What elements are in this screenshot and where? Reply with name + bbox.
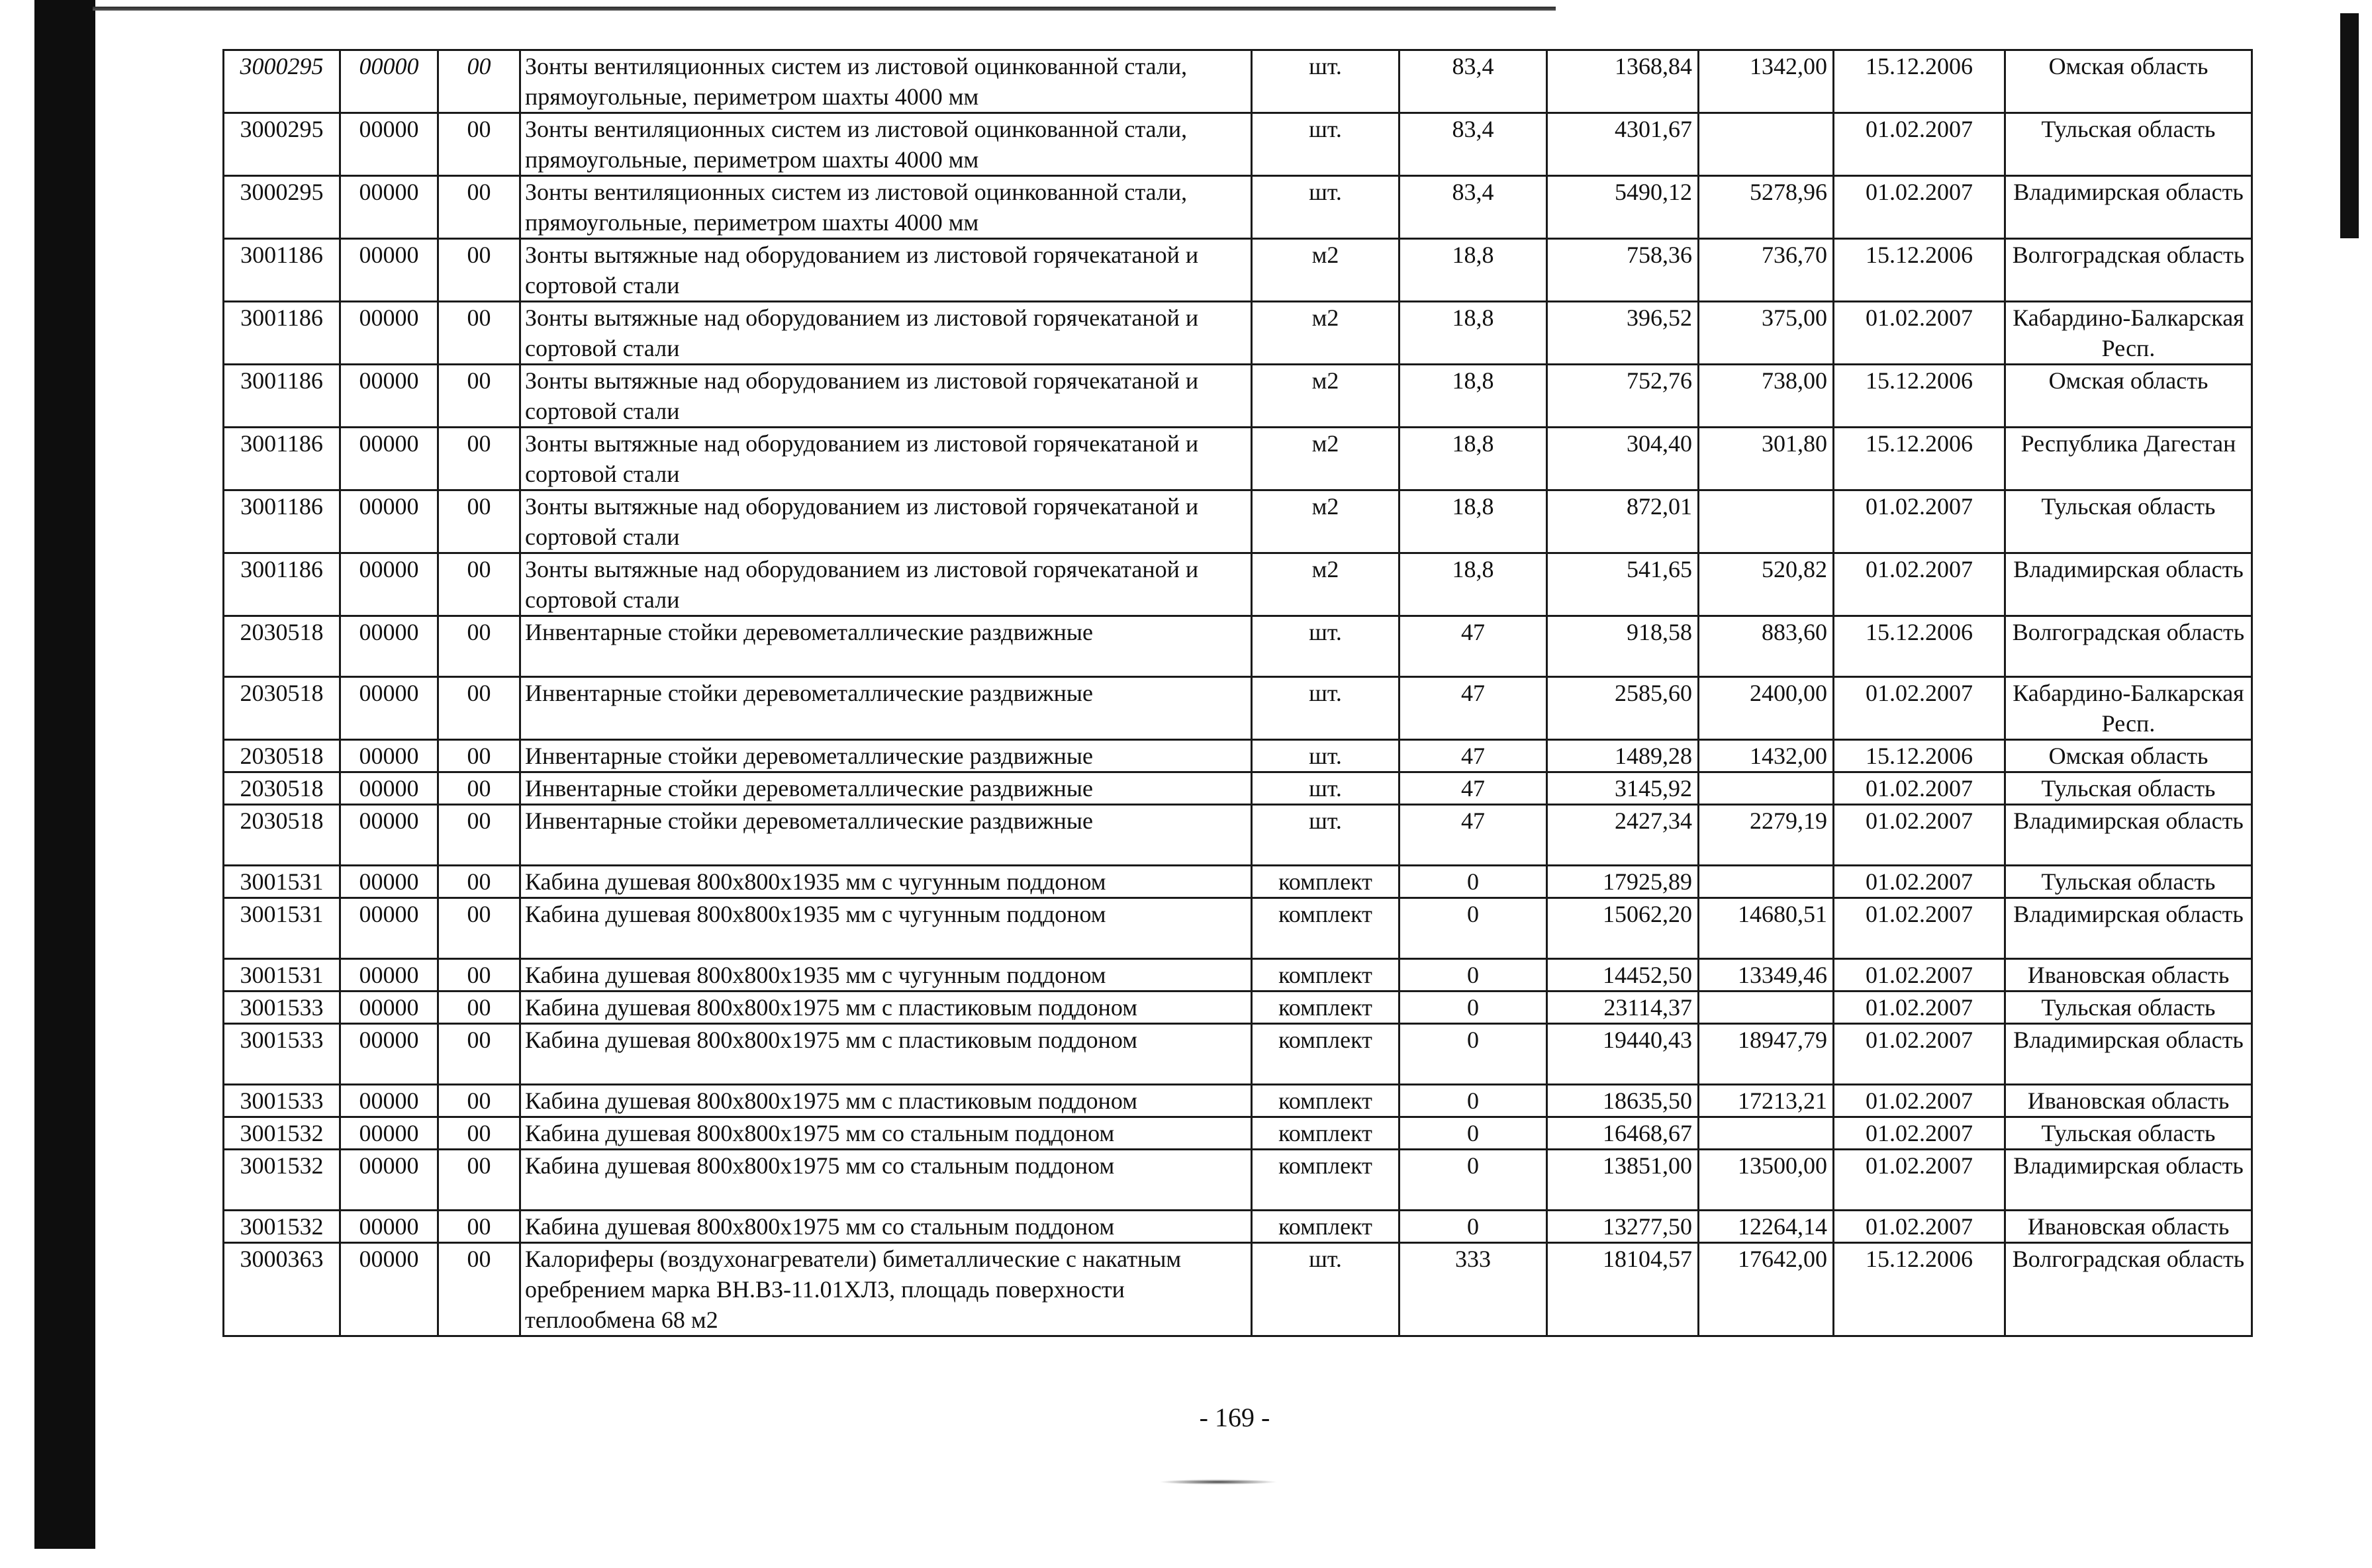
cell-unit: комплект <box>1252 1085 1399 1117</box>
cell-qty: 0 <box>1399 1117 1547 1150</box>
cell-region: Республика Дагестан <box>2005 428 2252 490</box>
cell-name: Зонты вытяжные над оборудованием из листовой горячекатаной и сортовой стали <box>520 553 1252 616</box>
cell-zero: 00 <box>438 1150 520 1211</box>
cell-qty: 0 <box>1399 1085 1547 1117</box>
cell-name: Зонты вытяжные над оборудованием из листовой горячекатаной и сортовой стали <box>520 428 1252 490</box>
cell-name: Зонты вентиляционных систем из листовой оцинкованной стали, прямоугольные, периметром шахты 4000 мм <box>520 113 1252 176</box>
cell-unit: м2 <box>1252 428 1399 490</box>
cell-qty: 18,8 <box>1399 239 1547 302</box>
cell-unit: комплект <box>1252 1117 1399 1150</box>
cell-subcode: 00000 <box>340 553 438 616</box>
cell-region: Тульская область <box>2005 1117 2252 1150</box>
cell-price2: 520,82 <box>1699 553 1834 616</box>
cell-region: Владимирская область <box>2005 1024 2252 1085</box>
cell-unit: м2 <box>1252 302 1399 365</box>
cell-qty: 47 <box>1399 805 1547 866</box>
table-row <box>224 959 2252 992</box>
cell-price1: 16468,67 <box>1547 1117 1699 1150</box>
cell-unit: комплект <box>1252 1211 1399 1243</box>
table-row <box>224 866 2252 898</box>
cell-price2 <box>1699 490 1834 553</box>
cell-price1: 5490,12 <box>1547 176 1699 239</box>
cell-code: 3001186 <box>224 428 340 490</box>
cell-unit: комплект <box>1252 866 1399 898</box>
cell-qty: 47 <box>1399 616 1547 677</box>
cell-price2: 14680,51 <box>1699 898 1834 959</box>
cell-subcode: 00000 <box>340 959 438 992</box>
cell-price1: 2427,34 <box>1547 805 1699 866</box>
cell-price1: 23114,37 <box>1547 992 1699 1024</box>
cell-price1: 3145,92 <box>1547 772 1699 805</box>
cell-zero: 00 <box>438 176 520 239</box>
cell-code: 3000295 <box>224 113 340 176</box>
table-row <box>224 239 2252 302</box>
cell-subcode: 00000 <box>340 1024 438 1085</box>
cell-name: Кабина душевая 800х800х1975 мм со стальным поддоном <box>520 1211 1252 1243</box>
cell-price2 <box>1699 992 1834 1024</box>
cell-zero: 00 <box>438 490 520 553</box>
cell-region: Владимирская область <box>2005 805 2252 866</box>
cell-zero: 00 <box>438 1024 520 1085</box>
cell-qty: 0 <box>1399 1211 1547 1243</box>
cell-date: 01.02.2007 <box>1834 677 2005 740</box>
cell-qty: 83,4 <box>1399 50 1547 113</box>
cell-price1: 752,76 <box>1547 365 1699 428</box>
cell-unit: шт. <box>1252 740 1399 772</box>
cell-zero: 00 <box>438 1085 520 1117</box>
cell-price2 <box>1699 866 1834 898</box>
cell-subcode: 00000 <box>340 365 438 428</box>
cell-price1: 1368,84 <box>1547 50 1699 113</box>
cell-subcode: 00000 <box>340 898 438 959</box>
table-row <box>224 553 2252 616</box>
table-row <box>224 677 2252 740</box>
cell-price2: 18947,79 <box>1699 1024 1834 1085</box>
table-row <box>224 992 2252 1024</box>
cell-code: 2030518 <box>224 740 340 772</box>
cell-region: Кабардино-Балкарская Респ. <box>2005 302 2252 365</box>
cell-qty: 18,8 <box>1399 365 1547 428</box>
cell-zero: 00 <box>438 239 520 302</box>
cell-unit: шт. <box>1252 113 1399 176</box>
cell-zero: 00 <box>438 113 520 176</box>
cell-price2: 883,60 <box>1699 616 1834 677</box>
cell-date: 01.02.2007 <box>1834 898 2005 959</box>
cell-qty: 18,8 <box>1399 490 1547 553</box>
cell-subcode: 00000 <box>340 302 438 365</box>
cell-code: 2030518 <box>224 677 340 740</box>
cell-name: Кабина душевая 800х800х1935 мм с чугунным поддоном <box>520 866 1252 898</box>
cell-qty: 47 <box>1399 677 1547 740</box>
cell-name: Калориферы (воздухонагреватели) биметаллические с накатным оребрением марка ВН.В3-11.01ХЛ3, площадь поверхности теплообмена 68 м2 <box>520 1243 1252 1336</box>
table-row <box>224 428 2252 490</box>
cell-price2: 375,00 <box>1699 302 1834 365</box>
cell-subcode: 00000 <box>340 176 438 239</box>
cell-subcode: 00000 <box>340 740 438 772</box>
cell-name: Зонты вытяжные над оборудованием из листовой горячекатаной и сортовой стали <box>520 239 1252 302</box>
cell-unit: м2 <box>1252 553 1399 616</box>
cell-subcode: 00000 <box>340 239 438 302</box>
cell-date: 01.02.2007 <box>1834 176 2005 239</box>
cell-qty: 47 <box>1399 740 1547 772</box>
cell-zero: 00 <box>438 740 520 772</box>
price-table <box>222 49 2253 1337</box>
cell-name: Инвентарные стойки деревометаллические раздвижные <box>520 772 1252 805</box>
cell-subcode: 00000 <box>340 772 438 805</box>
cell-code: 3001186 <box>224 490 340 553</box>
cell-zero: 00 <box>438 1243 520 1336</box>
cell-zero: 00 <box>438 898 520 959</box>
cell-zero: 00 <box>438 553 520 616</box>
cell-date: 15.12.2006 <box>1834 239 2005 302</box>
price-table-sheet <box>222 49 2251 1337</box>
cell-code: 3001533 <box>224 1024 340 1085</box>
cell-region: Волгоградская область <box>2005 616 2252 677</box>
cell-subcode: 00000 <box>340 1211 438 1243</box>
cell-date: 01.02.2007 <box>1834 113 2005 176</box>
cell-subcode: 00000 <box>340 1243 438 1336</box>
page-number: - 169 - <box>1199 1403 1270 1432</box>
table-row <box>224 898 2252 959</box>
table-row <box>224 616 2252 677</box>
cell-qty: 0 <box>1399 959 1547 992</box>
cell-code: 2030518 <box>224 772 340 805</box>
cell-price1: 304,40 <box>1547 428 1699 490</box>
cell-subcode: 00000 <box>340 1150 438 1211</box>
cell-date: 15.12.2006 <box>1834 740 2005 772</box>
cell-name: Зонты вытяжные над оборудованием из листовой горячекатаной и сортовой стали <box>520 302 1252 365</box>
cell-name: Инвентарные стойки деревометаллические раздвижные <box>520 805 1252 866</box>
price-table-body <box>224 50 2252 1336</box>
cell-region: Владимирская область <box>2005 553 2252 616</box>
cell-qty: 0 <box>1399 992 1547 1024</box>
cell-price1: 17925,89 <box>1547 866 1699 898</box>
table-row <box>224 50 2252 113</box>
cell-qty: 18,8 <box>1399 553 1547 616</box>
cell-subcode: 00000 <box>340 992 438 1024</box>
cell-price1: 14452,50 <box>1547 959 1699 992</box>
cell-date: 01.02.2007 <box>1834 1085 2005 1117</box>
cell-unit: м2 <box>1252 490 1399 553</box>
cell-zero: 00 <box>438 772 520 805</box>
cell-name: Кабина душевая 800х800х1975 мм с пластиковым поддоном <box>520 1085 1252 1117</box>
cell-price1: 872,01 <box>1547 490 1699 553</box>
cell-name: Кабина душевая 800х800х1975 мм с пластиковым поддоном <box>520 992 1252 1024</box>
cell-unit: комплект <box>1252 898 1399 959</box>
table-row <box>224 740 2252 772</box>
cell-price2: 1432,00 <box>1699 740 1834 772</box>
cell-subcode: 00000 <box>340 805 438 866</box>
cell-price2: 13500,00 <box>1699 1150 1834 1211</box>
cell-name: Инвентарные стойки деревометаллические раздвижные <box>520 677 1252 740</box>
cell-date: 01.02.2007 <box>1834 490 2005 553</box>
cell-unit: м2 <box>1252 239 1399 302</box>
table-row <box>224 1150 2252 1211</box>
cell-subcode: 00000 <box>340 1085 438 1117</box>
cell-subcode: 00000 <box>340 616 438 677</box>
table-row <box>224 113 2252 176</box>
cell-price2: 1342,00 <box>1699 50 1834 113</box>
cell-date: 01.02.2007 <box>1834 959 2005 992</box>
cell-region: Тульская область <box>2005 113 2252 176</box>
cell-name: Инвентарные стойки деревометаллические раздвижные <box>520 740 1252 772</box>
cell-price2: 2279,19 <box>1699 805 1834 866</box>
cell-date: 01.02.2007 <box>1834 772 2005 805</box>
cell-code: 3001533 <box>224 992 340 1024</box>
cell-price2: 738,00 <box>1699 365 1834 428</box>
cell-date: 01.02.2007 <box>1834 302 2005 365</box>
cell-price1: 918,58 <box>1547 616 1699 677</box>
scan-edge-shadow-right <box>2340 13 2359 238</box>
cell-unit: шт. <box>1252 805 1399 866</box>
cell-code: 3001186 <box>224 302 340 365</box>
cell-region: Омская область <box>2005 50 2252 113</box>
cell-code: 3001531 <box>224 959 340 992</box>
cell-region: Тульская область <box>2005 866 2252 898</box>
cell-region: Тульская область <box>2005 992 2252 1024</box>
cell-date: 01.02.2007 <box>1834 1211 2005 1243</box>
cell-subcode: 00000 <box>340 50 438 113</box>
cell-price2: 12264,14 <box>1699 1211 1834 1243</box>
cell-date: 01.02.2007 <box>1834 553 2005 616</box>
cell-subcode: 00000 <box>340 1117 438 1150</box>
cell-price1: 1489,28 <box>1547 740 1699 772</box>
cell-qty: 0 <box>1399 1024 1547 1085</box>
cell-code: 3001186 <box>224 365 340 428</box>
cell-code: 3001186 <box>224 553 340 616</box>
cell-subcode: 00000 <box>340 428 438 490</box>
cell-code: 2030518 <box>224 616 340 677</box>
cell-unit: комплект <box>1252 959 1399 992</box>
cell-zero: 00 <box>438 959 520 992</box>
cell-price1: 19440,43 <box>1547 1024 1699 1085</box>
cell-zero: 00 <box>438 616 520 677</box>
cell-code: 3001532 <box>224 1211 340 1243</box>
cell-unit: шт. <box>1252 677 1399 740</box>
cell-subcode: 00000 <box>340 113 438 176</box>
cell-zero: 00 <box>438 1211 520 1243</box>
table-row <box>224 490 2252 553</box>
cell-unit: шт. <box>1252 616 1399 677</box>
cell-zero: 00 <box>438 805 520 866</box>
cell-price2: 17642,00 <box>1699 1243 1834 1336</box>
cell-region: Владимирская область <box>2005 1150 2252 1211</box>
cell-code: 2030518 <box>224 805 340 866</box>
cell-price1: 758,36 <box>1547 239 1699 302</box>
cell-qty: 18,8 <box>1399 428 1547 490</box>
cell-qty: 18,8 <box>1399 302 1547 365</box>
cell-name: Кабина душевая 800х800х1935 мм с чугунным поддоном <box>520 898 1252 959</box>
cell-unit: шт. <box>1252 772 1399 805</box>
cell-price1: 4301,67 <box>1547 113 1699 176</box>
cell-region: Ивановская область <box>2005 1085 2252 1117</box>
cell-date: 15.12.2006 <box>1834 1243 2005 1336</box>
cell-date: 15.12.2006 <box>1834 428 2005 490</box>
cell-region: Ивановская область <box>2005 1211 2252 1243</box>
cell-qty: 0 <box>1399 898 1547 959</box>
cell-price1: 18635,50 <box>1547 1085 1699 1117</box>
cell-date: 01.02.2007 <box>1834 1117 2005 1150</box>
cell-price2: 301,80 <box>1699 428 1834 490</box>
cell-name: Кабина душевая 800х800х1935 мм с чугунным поддоном <box>520 959 1252 992</box>
cell-price2 <box>1699 772 1834 805</box>
cell-zero: 00 <box>438 866 520 898</box>
cell-unit: шт. <box>1252 176 1399 239</box>
cell-subcode: 00000 <box>340 866 438 898</box>
cell-price2: 5278,96 <box>1699 176 1834 239</box>
cell-name: Зонты вытяжные над оборудованием из листовой горячекатаной и сортовой стали <box>520 490 1252 553</box>
cell-price1: 18104,57 <box>1547 1243 1699 1336</box>
cell-region: Кабардино-Балкарская Респ. <box>2005 677 2252 740</box>
cell-unit: комплект <box>1252 1150 1399 1211</box>
scan-edge-line-top <box>93 7 1556 11</box>
cell-region: Волгоградская область <box>2005 1243 2252 1336</box>
cell-code: 3000363 <box>224 1243 340 1336</box>
cell-qty: 83,4 <box>1399 113 1547 176</box>
cell-qty: 333 <box>1399 1243 1547 1336</box>
cell-zero: 00 <box>438 677 520 740</box>
cell-qty: 0 <box>1399 1150 1547 1211</box>
cell-zero: 00 <box>438 1117 520 1150</box>
cell-subcode: 00000 <box>340 490 438 553</box>
cell-name: Зонты вытяжные над оборудованием из листовой горячекатаной и сортовой стали <box>520 365 1252 428</box>
cell-price2: 2400,00 <box>1699 677 1834 740</box>
cell-price2: 13349,46 <box>1699 959 1834 992</box>
cell-date: 01.02.2007 <box>1834 1024 2005 1085</box>
cell-name: Кабина душевая 800х800х1975 мм со стальным поддоном <box>520 1117 1252 1150</box>
table-row <box>224 302 2252 365</box>
cell-code: 3001531 <box>224 898 340 959</box>
cell-price1: 13277,50 <box>1547 1211 1699 1243</box>
scan-edge-shadow-left <box>34 0 95 1549</box>
cell-region: Ивановская область <box>2005 959 2252 992</box>
cell-price2 <box>1699 1117 1834 1150</box>
cell-date: 15.12.2006 <box>1834 365 2005 428</box>
table-row <box>224 1211 2252 1243</box>
cell-unit: шт. <box>1252 1243 1399 1336</box>
cell-code: 3001531 <box>224 866 340 898</box>
cell-region: Тульская область <box>2005 490 2252 553</box>
cell-price2: 17213,21 <box>1699 1085 1834 1117</box>
cell-region: Тульская область <box>2005 772 2252 805</box>
table-row <box>224 365 2252 428</box>
cell-region: Омская область <box>2005 740 2252 772</box>
cell-price1: 13851,00 <box>1547 1150 1699 1211</box>
cell-unit: м2 <box>1252 365 1399 428</box>
table-row <box>224 1024 2252 1085</box>
cell-unit: комплект <box>1252 992 1399 1024</box>
cell-price1: 2585,60 <box>1547 677 1699 740</box>
cell-region: Владимирская область <box>2005 898 2252 959</box>
cell-date: 01.02.2007 <box>1834 805 2005 866</box>
cell-price2 <box>1699 113 1834 176</box>
cell-unit: комплект <box>1252 1024 1399 1085</box>
cell-price1: 541,65 <box>1547 553 1699 616</box>
table-row <box>224 1243 2252 1336</box>
table-row <box>224 1085 2252 1117</box>
cell-date: 15.12.2006 <box>1834 50 2005 113</box>
cell-price1: 15062,20 <box>1547 898 1699 959</box>
cell-qty: 83,4 <box>1399 176 1547 239</box>
cell-price1: 396,52 <box>1547 302 1699 365</box>
cell-unit: шт. <box>1252 50 1399 113</box>
cell-qty: 47 <box>1399 772 1547 805</box>
cell-zero: 00 <box>438 50 520 113</box>
cell-code: 3001533 <box>224 1085 340 1117</box>
cell-name: Кабина душевая 800х800х1975 мм со стальным поддоном <box>520 1150 1252 1211</box>
cell-region: Волгоградская область <box>2005 239 2252 302</box>
cell-subcode: 00000 <box>340 677 438 740</box>
cell-zero: 00 <box>438 365 520 428</box>
cell-code: 3001532 <box>224 1117 340 1150</box>
cell-qty: 0 <box>1399 866 1547 898</box>
table-row <box>224 176 2252 239</box>
cell-zero: 00 <box>438 302 520 365</box>
cell-name: Кабина душевая 800х800х1975 мм с пластиковым поддоном <box>520 1024 1252 1085</box>
cell-zero: 00 <box>438 992 520 1024</box>
cell-date: 01.02.2007 <box>1834 992 2005 1024</box>
cell-name: Зонты вентиляционных систем из листовой оцинкованной стали, прямоугольные, периметром шахты 4000 мм <box>520 176 1252 239</box>
cell-code: 3000295 <box>224 50 340 113</box>
cell-date: 15.12.2006 <box>1834 616 2005 677</box>
cell-code: 3001532 <box>224 1150 340 1211</box>
cell-zero: 00 <box>438 428 520 490</box>
table-row <box>224 805 2252 866</box>
cell-region: Омская область <box>2005 365 2252 428</box>
cell-price2: 736,70 <box>1699 239 1834 302</box>
cell-code: 3000295 <box>224 176 340 239</box>
table-row <box>224 772 2252 805</box>
cell-date: 01.02.2007 <box>1834 866 2005 898</box>
cell-name: Зонты вентиляционных систем из листовой оцинкованной стали, прямоугольные, периметром шахты 4000 мм <box>520 50 1252 113</box>
cell-region: Владимирская область <box>2005 176 2252 239</box>
scan-smudge <box>1159 1479 1278 1485</box>
cell-date: 01.02.2007 <box>1834 1150 2005 1211</box>
cell-code: 3001186 <box>224 239 340 302</box>
table-row <box>224 1117 2252 1150</box>
cell-name: Инвентарные стойки деревометаллические раздвижные <box>520 616 1252 677</box>
